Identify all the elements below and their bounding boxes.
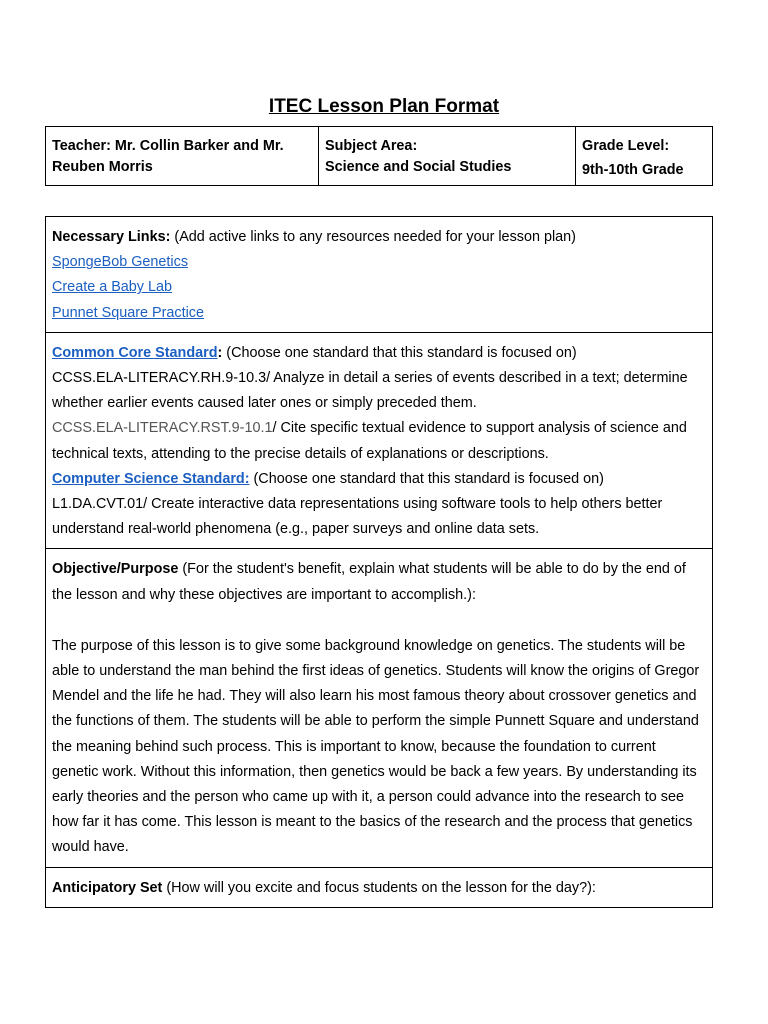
cc-heading <box>52 341 706 366</box>
cc-standard-2 <box>52 416 706 466</box>
anticipatory-heading <box>52 876 706 901</box>
anticipatory-label: Anticipatory Set <box>52 879 163 896</box>
subject-value: Science and Social Studies <box>325 159 512 175</box>
cs-instruction: (Choose one standard that this standard is focused on) <box>249 470 604 487</box>
cc-standard-2-text: / Cite specific textual evidence to support analysis of science and technical texts, attending to the precise details of explanations or descriptions. <box>52 420 687 462</box>
objective-label: Objective/Purpose <box>52 561 179 578</box>
cs-standard: L1.DA.CVT.01/ Create interactive data representations using software tools to help others better understand real-world phenomena (e.g., paper surveys and online data sets. <box>52 496 663 538</box>
objective-cell <box>46 549 713 867</box>
anticipatory-instruction: (How will you excite and focus students on the lesson for the day?): <box>162 879 596 896</box>
links-instruction: (Add active links to any resources needed for your lesson plan) <box>170 229 576 245</box>
cs-heading <box>52 467 706 492</box>
links-cell <box>46 217 713 333</box>
header-table <box>45 126 713 186</box>
objective-body: The purpose of this lesson is to give some background knowledge on genetics. The students will be able to understand the man behind the first ideas of genetics. Students will know the origins of Gregor Mendel and the life he had. They will also learn his most famous theory about crossover genetics and the functions of them. The students will be able to perform the simple Punnett Square and understand the meaning behind such process. This is important to know, because the foundation to current genetic work. Without this information, then genetics would be back a few years. By understanding its early theories and the person who came up with it, a person could advance into the research to see how far it has come. This lesson is meant to the basics of the research and the process that genetics would have. <box>52 637 700 856</box>
links-label: Necessary Links: <box>52 229 171 245</box>
grade-value: 9th-10th Grade <box>582 162 684 178</box>
link-spongebob-genetics[interactable]: SpongeBob Genetics <box>52 254 189 271</box>
computer-science-standard-link[interactable]: Computer Science Standard: <box>52 470 250 487</box>
teacher-text: Teacher: Mr. Collin Barker and Mr. Reuben Morris <box>52 138 284 175</box>
anticipatory-cell <box>46 867 713 907</box>
grade-label: Grade Level: <box>582 138 670 154</box>
grade-cell <box>576 127 713 186</box>
page-title: ITEC Lesson Plan Format <box>268 96 500 117</box>
cc-colon: : <box>217 344 223 361</box>
cc-standard-1: CCSS.ELA-LITERACY.RH.9-10.3/ Analyze in detail a series of events described in a text; determine whether earlier events caused later ones or simply preceded them. <box>52 370 688 412</box>
teacher-cell <box>46 127 319 186</box>
main-table <box>45 216 713 908</box>
objective-instruction: (For the student's benefit, explain what students will be able to do by the end of the lesson and why these objectives are important to accomplish.): <box>52 561 686 603</box>
link-punnet-square-practice[interactable]: Punnet Square Practice <box>52 304 204 321</box>
objective-heading <box>52 557 706 607</box>
paragraph-gap <box>52 608 706 634</box>
common-core-standard-link[interactable]: Common Core Standard <box>52 344 218 361</box>
subject-cell <box>319 127 576 186</box>
subject-label: Subject Area: <box>325 138 418 154</box>
cc-instruction: (Choose one standard that this standard is focused on) <box>222 344 577 361</box>
link-create-a-baby-lab[interactable]: Create a Baby Lab <box>52 279 173 296</box>
cc-standard-2-code: CCSS.ELA-LITERACY.RST.9-10.1 <box>52 420 273 437</box>
standards-cell <box>46 332 713 549</box>
links-heading <box>52 225 706 250</box>
